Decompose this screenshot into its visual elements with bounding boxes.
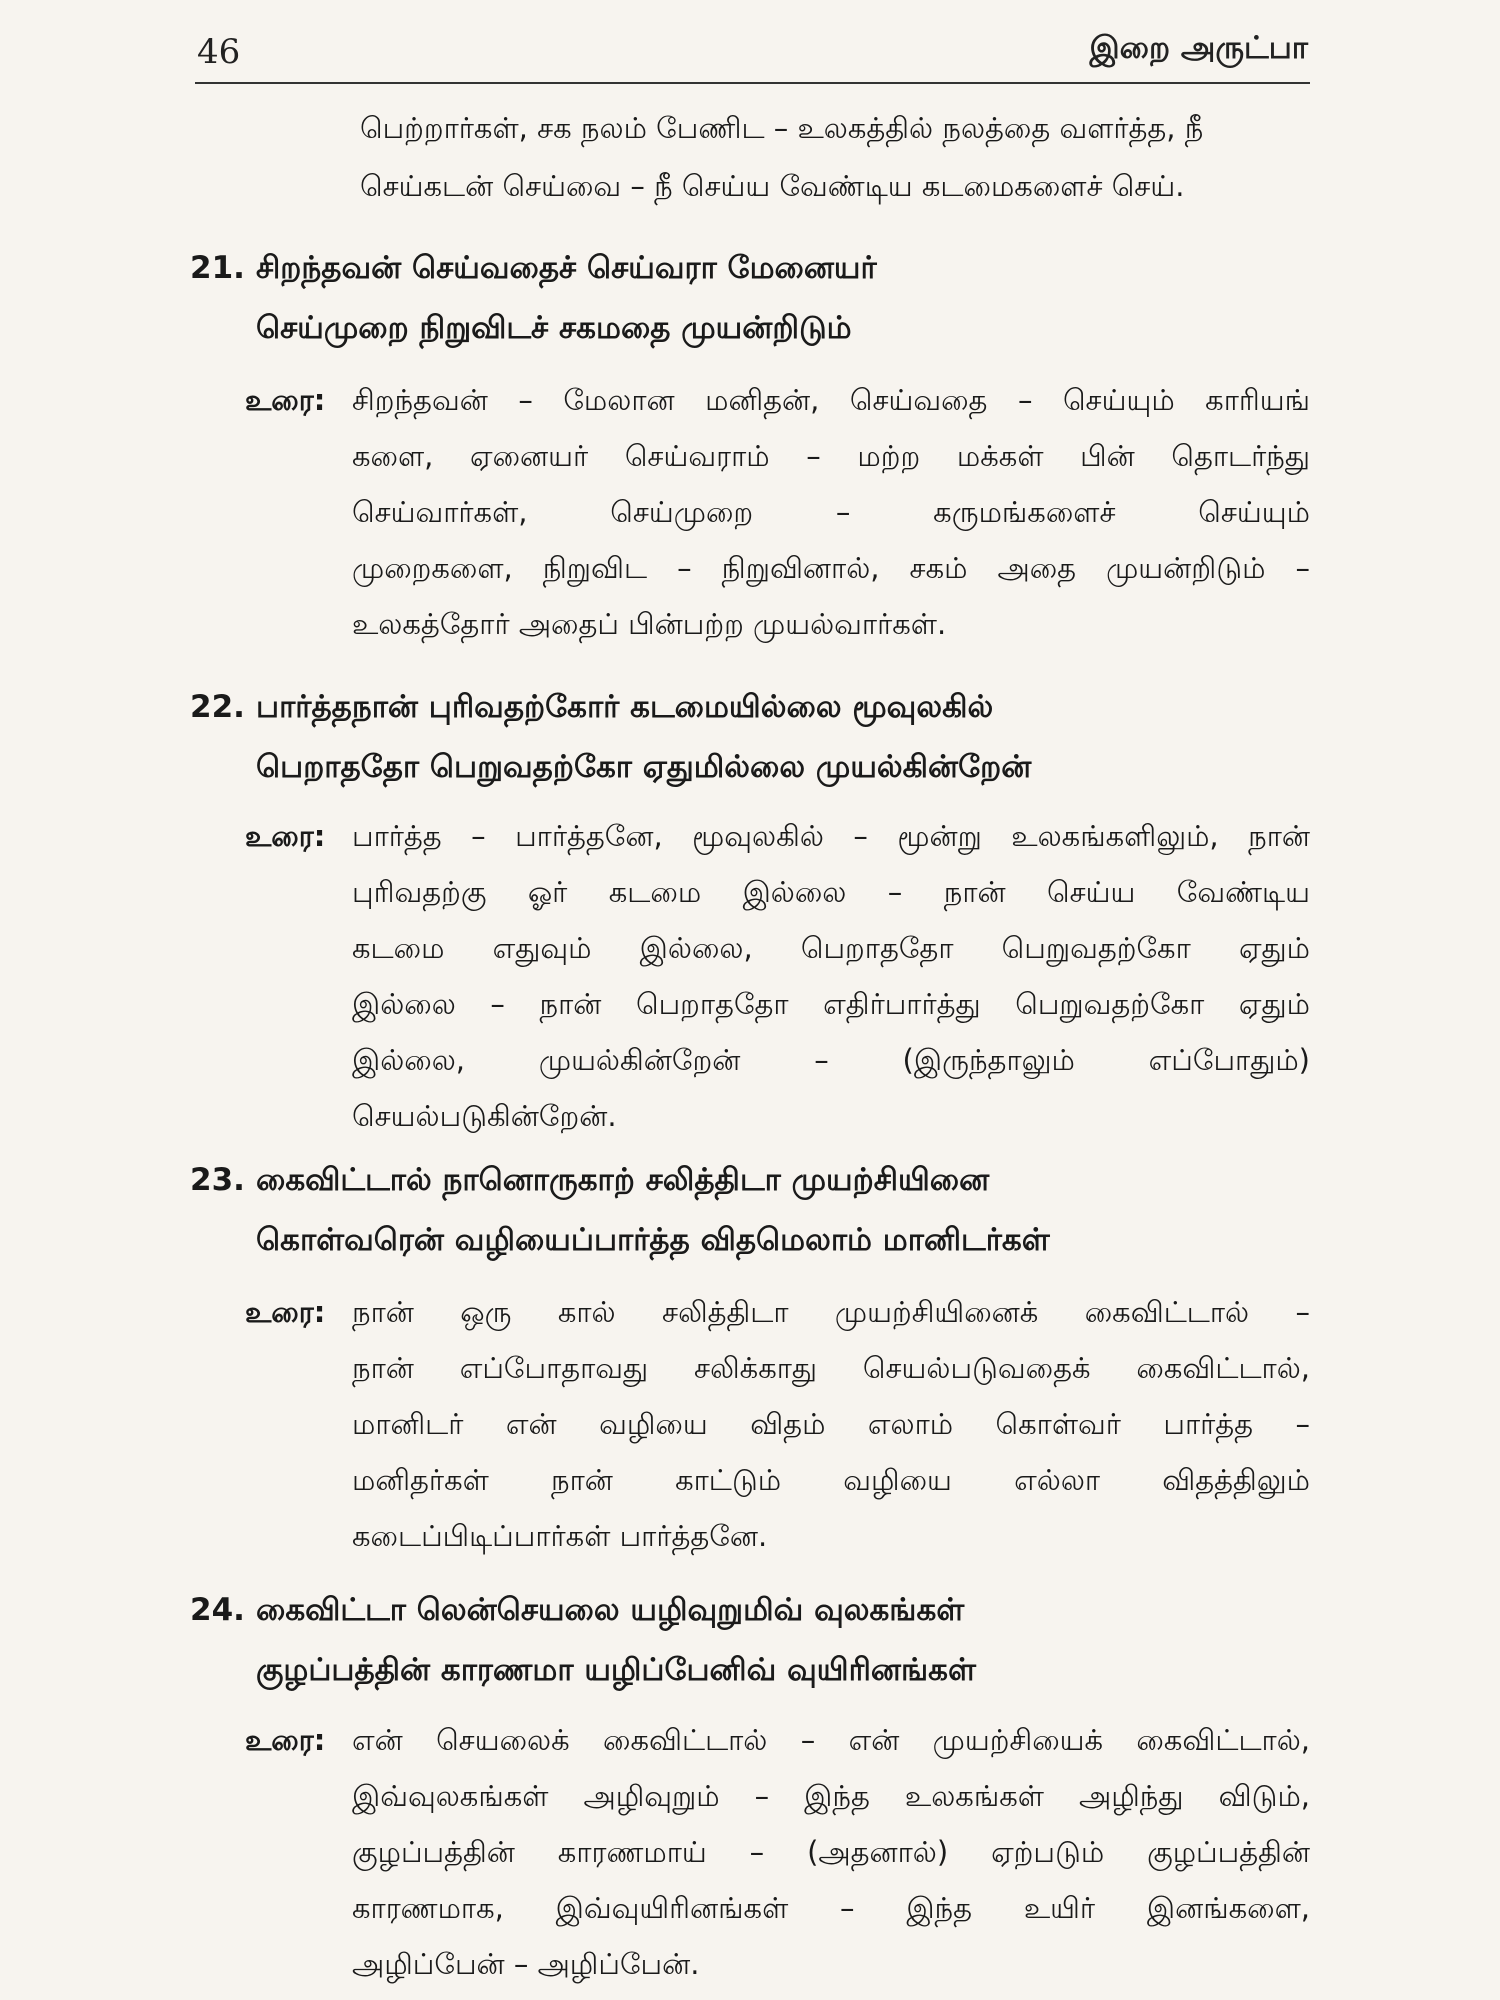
continuation-line: செய்கடன் செய்வை – நீ செய்ய வேண்டிய கடமைகளைச் செய்.	[360, 169, 1185, 203]
verse-24	[190, 1580, 1310, 1700]
urai-label: உரை:	[245, 383, 326, 417]
commentary-line: என் செயலைக் கைவிட்டால் – என் முயற்சியைக் கைவிட்டால்,	[352, 1723, 1310, 1757]
verse-line: செய்முறை நிறுவிடச் சகமதை முயன்றிடும்	[256, 310, 852, 346]
commentary-line: நான் ஒரு கால் சலித்திடா முயற்சியினைக் கைவிட்டால் –	[352, 1295, 1310, 1329]
commentary-line: நான் எப்போதாவது சலிக்காது செயல்படுவதைக் கைவிட்டால்,	[352, 1351, 1310, 1385]
urai-label: உரை:	[245, 819, 326, 853]
verse-line: குழப்பத்தின் காரணமா யழிப்பேனிவ் வுயிரினங்கள்	[256, 1652, 976, 1688]
commentary-line: காரணமாக, இவ்வுயிரினங்கள் – இந்த உயிர் இனங்களை,	[352, 1891, 1310, 1925]
commentary-line: கடைப்பிடிப்பார்கள் பார்த்தனே.	[352, 1519, 768, 1553]
commentary-line: களை, ஏனையர் செய்வராம் – மற்ற மக்கள் பின் தொடர்ந்து	[352, 439, 1310, 473]
urai-label: உரை:	[245, 1295, 326, 1329]
page-header	[195, 22, 1310, 82]
commentary-line: இவ்வுலகங்கள் அழிவுறும் – இந்த உலகங்கள் அழிந்து விடும்,	[352, 1779, 1310, 1813]
verse-line	[190, 677, 1310, 737]
commentary-line: கடமை எதுவும் இல்லை, பெறாததோ பெறுவதற்கோ ஏதும்	[352, 931, 1310, 965]
verse-line	[190, 1150, 1310, 1210]
page-number: 46	[197, 32, 241, 72]
verse-number: 23.	[190, 1162, 245, 1198]
verse-line	[190, 238, 1310, 298]
commentary-line: மானிடர் என் வழியை விதம் எலாம் கொள்வர் பார்த்த –	[352, 1407, 1310, 1441]
commentary-line: உலகத்தோர் அதைப் பின்பற்ற முயல்வார்கள்.	[352, 607, 947, 641]
verse-line: பெறாததோ பெறுவதற்கோ ஏதுமில்லை முயல்கின்றேன்	[256, 749, 1032, 785]
verse-22	[190, 677, 1310, 797]
verse-text: கைவிட்டால் நானொருகாற் சலித்திடா முயற்சியினை	[256, 1162, 990, 1198]
urai-label: உரை:	[245, 1723, 326, 1757]
commentary-line: புரிவதற்கு ஓர் கடமை இல்லை – நான் செய்ய வேண்டிய	[352, 875, 1310, 909]
verse-text: கைவிட்டா லென்செயலை யழிவுறுமிவ் வுலகங்கள்	[256, 1592, 965, 1628]
verse-number: 21.	[190, 250, 245, 286]
commentary-line: இல்லை – நான் பெறாததோ எதிர்பார்த்து பெறுவதற்கோ ஏதும்	[352, 987, 1310, 1021]
commentary-line: அழிப்பேன் – அழிப்பேன்.	[352, 1947, 700, 1981]
commentary-line: செயல்படுகின்றேன்.	[352, 1099, 617, 1133]
verse-number: 22.	[190, 689, 245, 725]
verse-number: 24.	[190, 1592, 245, 1628]
commentary-line: மனிதர்கள் நான் காட்டும் வழியை எல்லா விதத்திலும்	[352, 1463, 1310, 1497]
verse-text: பார்த்தநான் புரிவதற்கோர் கடமையில்லை மூவுலகில்	[256, 689, 994, 725]
verse-23	[190, 1150, 1310, 1270]
verse-21	[190, 238, 1310, 358]
commentary-line: இல்லை, முயல்கின்றேன் – (இருந்தாலும் எப்போதும்)	[352, 1043, 1310, 1077]
commentary-line: முறைகளை, நிறுவிட – நிறுவினால், சகம் அதை முயன்றிடும் –	[352, 551, 1310, 585]
header-rule	[195, 82, 1310, 84]
verse-line: கொள்வரென் வழியைப்பார்த்த விதமெலாம் மானிடர்கள்	[256, 1222, 1050, 1258]
verse-text: சிறந்தவன் செய்வதைச் செய்வரா மேனையர்	[256, 250, 877, 286]
commentary-line: செய்வார்கள், செய்முறை – கருமங்களைச் செய்யும்	[352, 495, 1310, 529]
commentary-line: சிறந்தவன் – மேலான மனிதன், செய்வதை – செய்யும் காரியங்	[352, 383, 1310, 417]
running-title: இறை அருட்பா	[1089, 30, 1308, 66]
commentary-line: குழப்பத்தின் காரணமாய் – (அதனால்) ஏற்படும் குழப்பத்தின்	[352, 1835, 1310, 1869]
verse-line	[190, 1580, 1310, 1640]
continuation-line: பெற்றார்கள், சக நலம் பேணிட – உலகத்தில் நலத்தை வளர்த்த, நீ	[360, 111, 1204, 145]
commentary-line: பார்த்த – பார்த்தனே, மூவுலகில் – மூன்று உலகங்களிலும், நான்	[352, 819, 1310, 853]
